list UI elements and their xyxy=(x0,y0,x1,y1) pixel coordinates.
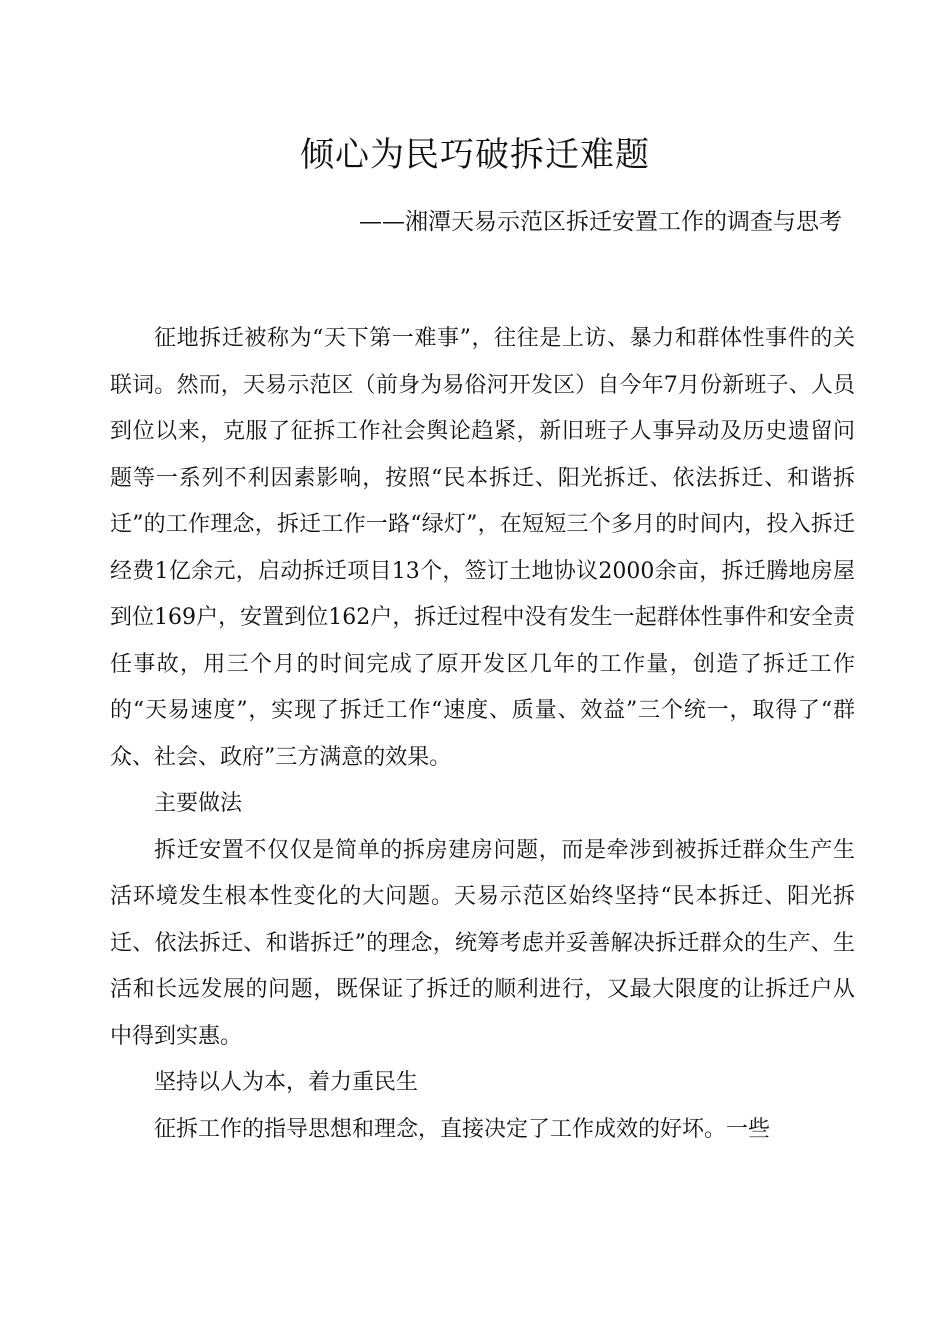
paragraph-guiding-idea: 征拆工作的指导思想和理念，直接决定了工作成效的好坏。一些 xyxy=(154,1116,771,1142)
section-heading-people-oriented: 坚持以人为本，着力重民生 xyxy=(154,1070,419,1095)
paragraph-intro: 征地拆迁被称为“天下第一难事”，往往是上访、暴力和群体性事件的关联词。然而，天易示范区（前身为易俗河开发区）自今年7月份新班子、人员到位以来，克服了征拆工作社会舆论趋紧，新旧班子人事异动及历史遗留问题等一系列不利因素影响，按照“民本拆迁、阳光拆迁、依法拆迁、和谐拆迁”的工作理念，拆迁工作一路“绿灯”，在短短三个多月的时间内，投入拆迁经费1亿余元，启动拆迁项目13个，签订土地协议2000余亩，拆迁腾地房屋到位169户，安置到位162户，拆迁过程中没有发生一起群体性事件和安全责任事故，用三个月的时间完成了原开发区几年的工作量，创造了拆迁工作的“天易速度”，实现了拆迁工作“速度、质量、效益”三个统一，取得了“群众、社会、政府”三方满意的效果。 xyxy=(110,326,855,770)
document-title: 倾心为民巧破拆迁难题 xyxy=(300,135,650,175)
document-body xyxy=(110,316,855,1153)
section-heading-main-methods: 主要做法 xyxy=(154,791,243,816)
paragraph-methods: 拆迁安置不仅仅是简单的拆房建房问题，而是牵涉到被拆迁群众生产生活环境发生根本性变化的大问题。天易示范区始终坚持“民本拆迁、阳光拆迁、依法拆迁、和谐拆迁”的理念，统筹考虑并妥善解决拆迁群众的生产、生活和长远发展的问题，既保证了拆迁的顺利进行，又最大限度的让拆迁户从中得到实惠。 xyxy=(110,837,855,1049)
document-subtitle: ——湘潭天易示范区拆迁安置工作的调查与思考 xyxy=(359,209,842,235)
